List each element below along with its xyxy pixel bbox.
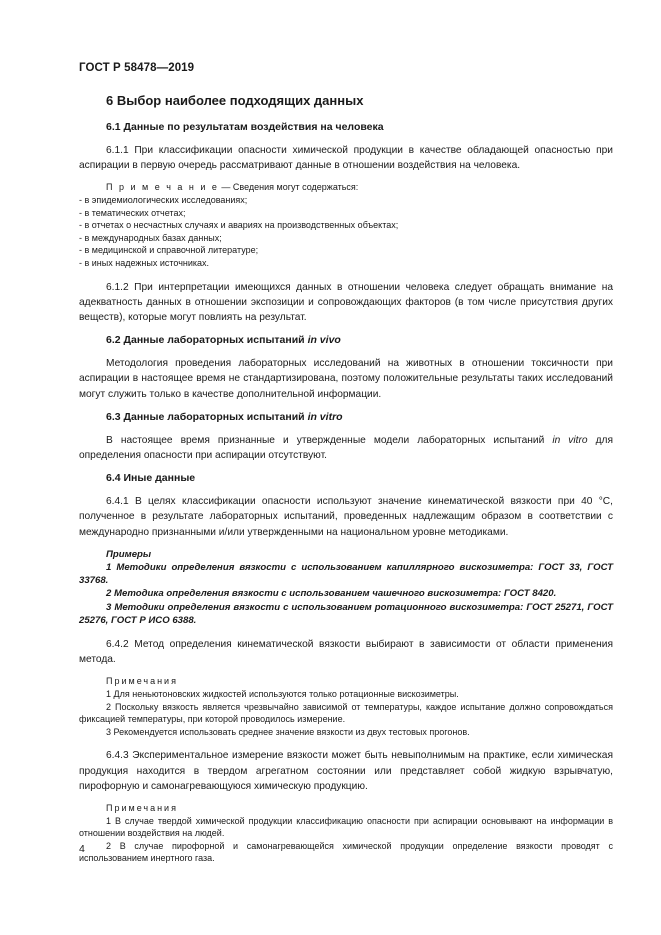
section-6-2-title-prefix: 6.2 Данные лабораторных испытаний [106, 334, 308, 347]
section-6-4-title: 6.4 Иные данные [106, 472, 196, 485]
note-item: 2 В случае пирофорной и самонагревающейся химической продукции определение вязкости проводят с использованием инертного газа. [79, 840, 613, 864]
note-label: П р и м е ч а н и е [106, 182, 219, 193]
paragraph-6-2: Методология проведения лабораторных исследований на животных в отношении токсичности при аспирации в настоящее время не стандартизирована, поэтому положительные результаты таких исследований могут служить только в качестве дополнительной информации. [79, 358, 613, 400]
note-item: 3 Рекомендуется использовать среднее значение вязкости из двух тестовых прогонов. [106, 726, 470, 737]
section-6-3-title-prefix: 6.3 Данные лабораторных испытаний [106, 410, 308, 423]
note-list-item: - в медицинской и справочной литературе; [79, 245, 259, 256]
notes-6-4-3 [79, 802, 613, 865]
note-item: 1 Для неньютоновских жидкостей используются только ротационные вискозиметры. [106, 689, 459, 700]
note-list-item: - в международных базах данных; [79, 232, 222, 243]
examples-block [79, 548, 613, 627]
section-6-2-title-italic: in vivo [307, 334, 341, 347]
section-6-2-title [79, 333, 613, 347]
paragraph-6-3-italic: in vitro [552, 434, 588, 446]
example-item: 1 Методики определения вязкости с использованием капиллярного вискозиметра: ГОСТ 33, ГОСТ 33768. [79, 562, 613, 587]
paragraph-6-4-1: 6.4.1 В целях классификации опасности используют значение кинематической вязкости при 40 °С, полученное в результате лабораторных испытаний, проведенных надлежащим образом в соответствии с международно признанными и/или утвержденными на национальном уровне методиками. [79, 496, 613, 538]
section-6-title: 6 Выбор наиболее подходящих данных [106, 93, 364, 108]
notes-title: Примечания [106, 676, 178, 687]
paragraph-6-1-1: 6.1.1 При классификации опасности химической продукции в качестве обладающей опасностью при аспирации в первую очередь рассматривают данные в отношении воздействия на человека. [79, 145, 613, 172]
note-list-item: - в отчетах о несчастных случаях и авариях на производственных объектах; [79, 220, 399, 231]
section-6-1-title: 6.1 Данные по результатам воздействия на человека [106, 121, 384, 133]
paragraph-6-4-3: 6.4.3 Экспериментальное измерение вязкости может быть невыполнимым на практике, если химическая продукция находится в твердом агрегатном состоянии или представляет собой жидкую взрывчатую, пирофорную и самонагревающуюся химическую продукцию. [79, 750, 613, 792]
paragraph-6-1-2: 6.1.2 При интерпретации имеющихся данных в отношении человека следует обращать внимание на адекватность данных в отношении экспозиции и сопровождающих факторов (в том числе присутствия других веществ), которые могут повлиять на результат. [79, 281, 613, 323]
example-item: 2 Методика определения вязкости с использованием чашечного вискозиметра: ГОСТ 8420. [106, 588, 557, 600]
section-6-3-title [79, 410, 613, 424]
examples-title: Примеры [106, 548, 152, 560]
notes-6-4-2 [79, 675, 613, 738]
paragraph-6-3-end: для определения опасности при аспирации отсутствуют. [79, 434, 613, 461]
note-item: 1 В случае твердой химической продукции классификацию опасности при аспирации основывают на информации в отношении воздействия на людей. [79, 815, 613, 839]
note-intro-text: — Сведения могут содержаться: [218, 182, 359, 193]
notes-title: Примечания [106, 803, 178, 813]
note-intro [79, 181, 613, 194]
content-column [79, 92, 613, 875]
paragraph-6-3 [79, 433, 613, 463]
section-6-3-title-italic: in vitro [307, 410, 343, 423]
paragraph-6-4-2: 6.4.2 Метод определения кинематической вязкости выбирают в зависимости от области применения метода. [79, 639, 613, 666]
paragraph-6-3-start: В настоящее время признанные и утвержденные модели лабораторных испытаний [106, 434, 553, 446]
note-list-item: - в тематических отчетах; [79, 207, 186, 218]
page-number: 4 [79, 843, 85, 855]
document-header: ГОСТ Р 58478—2019 [79, 62, 195, 74]
example-item: 3 Методики определения вязкости с использованием ротационного вискозиметра: ГОСТ 25271, ГОСТ 25276, ГОСТ Р ИСО 6388. [79, 601, 613, 626]
note-6-1-1 [79, 181, 613, 269]
note-list-item: - в эпидемиологических исследованиях; [79, 195, 248, 205]
note-list-item: - в иных надежных источниках. [79, 257, 210, 268]
note-item: 2 Поскольку вязкость является чрезвычайно зависимой от температуры, каждое испытание должно сопровождаться фиксацией температуры, при которой проводилось измерение. [79, 701, 613, 725]
